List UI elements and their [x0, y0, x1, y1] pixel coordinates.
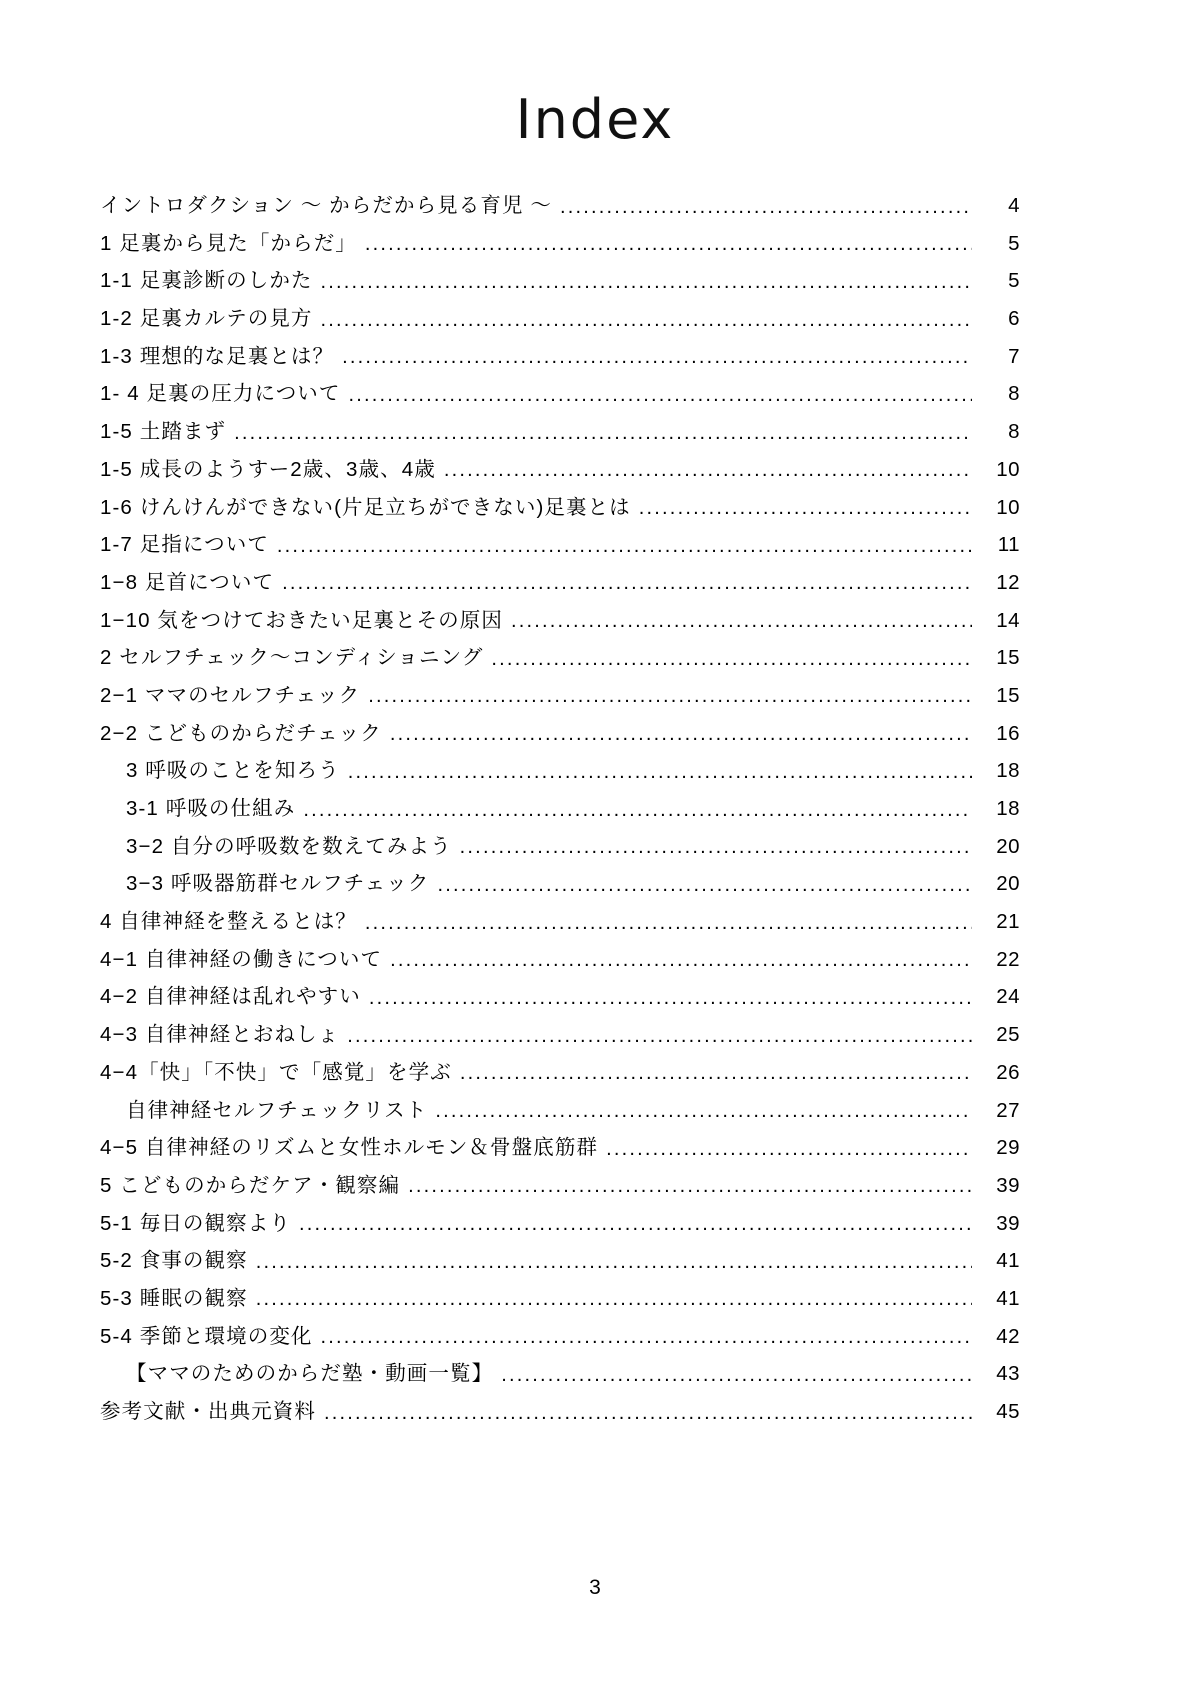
- toc-entry[interactable]: [100, 947, 1020, 971]
- toc-entry-label: 【ママのためのからだ塾・動画一覧】: [126, 1362, 494, 1386]
- toc-entry-page-number: 6: [1008, 307, 1020, 331]
- toc-entry-page-number: 20: [996, 872, 1020, 896]
- toc-entry[interactable]: [100, 1098, 1020, 1122]
- toc-leader-dots: [234, 422, 972, 443]
- toc-entry[interactable]: [100, 457, 1020, 481]
- toc-entry-label: 3 呼吸のことを知ろう: [126, 759, 340, 783]
- toc-entry[interactable]: [100, 912, 1020, 933]
- toc-leader-dots: [435, 1101, 972, 1122]
- toc-entry[interactable]: [100, 1173, 1020, 1197]
- toc-entry[interactable]: [100, 1138, 1020, 1159]
- toc-entry-label: 4−2 自律神経は乱れやすい: [100, 985, 361, 1009]
- toc-leader-dots: [501, 1364, 972, 1385]
- toc-leader-dots: [256, 1289, 972, 1310]
- toc-leader-dots: [303, 799, 972, 820]
- toc-entry[interactable]: [100, 1324, 1020, 1348]
- toc-entry-label: 4−3 自律神経とおねしょ: [100, 1023, 340, 1047]
- toc-entry-page-number: 14: [996, 608, 1020, 632]
- toc-entry-label: 4−5 自律神経のリズムと女性ホルモン＆骨盤底筋群: [100, 1136, 599, 1160]
- toc-entry-page-number: 42: [996, 1324, 1020, 1348]
- toc-leader-dots: [460, 1063, 972, 1084]
- toc-entry-page-number: 45: [996, 1400, 1020, 1423]
- toc-entry-label: 1-5 成長のようすー2歳、3歳、4歳: [100, 457, 436, 481]
- toc-leader-dots: [324, 1402, 972, 1423]
- toc-entry-label: 4−4「快」「不快」で「感覚」を学ぶ: [100, 1060, 452, 1084]
- toc-entry-label: 参考文献・出典元資料: [100, 1400, 316, 1423]
- toc-entry[interactable]: [100, 1402, 1020, 1423]
- toc-entry-page-number: 27: [996, 1098, 1020, 1122]
- toc-entry[interactable]: [100, 384, 1020, 405]
- toc-entry-label: 1-2 足裏カルテの見方: [100, 307, 313, 331]
- toc-entry-page-number: 29: [996, 1136, 1020, 1160]
- toc-entry[interactable]: [100, 1060, 1020, 1084]
- toc-entry-label: 1-6 けんけんができない(片足立ちができない)足裏とは: [100, 495, 631, 519]
- toc-entry-label: 1−8 足首について: [100, 570, 275, 594]
- toc-entry-label: 2 セルフチェック〜コンディショニング: [100, 646, 484, 670]
- toc-leader-dots: [277, 535, 972, 556]
- toc-leader-dots: [299, 1214, 972, 1235]
- toc-leader-dots: [321, 309, 972, 330]
- toc-entry[interactable]: [100, 309, 1020, 330]
- toc-entry-label: 3−3 呼吸器筋群セルフチェック: [126, 872, 430, 896]
- toc-leader-dots: [560, 196, 972, 217]
- toc-entry-page-number: 10: [996, 495, 1020, 519]
- toc-entry-label: 3−2 自分の呼吸数を数えてみよう: [126, 834, 452, 858]
- toc-entry-label: 1-3 理想的な足裏とは？: [100, 344, 335, 368]
- toc-leader-dots: [460, 837, 972, 858]
- toc-entry-page-number: 39: [996, 1173, 1020, 1197]
- toc-leader-dots: [365, 234, 972, 255]
- toc-entry[interactable]: [100, 231, 1020, 255]
- toc-entry-page-number: 10: [996, 457, 1020, 481]
- toc-entry-page-number: 4: [1008, 194, 1020, 217]
- toc-leader-dots: [511, 611, 972, 632]
- toc-entry-label: 5-2 食事の観察: [100, 1249, 248, 1273]
- toc-leader-dots: [365, 912, 972, 933]
- toc-entry[interactable]: [100, 648, 1020, 669]
- toc-entry[interactable]: [100, 1286, 1020, 1310]
- toc-leader-dots: [491, 648, 972, 669]
- toc-entry-page-number: 43: [996, 1362, 1020, 1386]
- toc-entry[interactable]: [100, 535, 1020, 556]
- toc-entry-label: 5-4 季節と環境の変化: [100, 1324, 313, 1348]
- toc-entry-label: 1-7 足指について: [100, 533, 269, 557]
- toc-entry-label: 2−2 こどものからだチェック: [100, 721, 382, 745]
- toc-entry-page-number: 8: [1008, 420, 1020, 444]
- toc-entry-page-number: 22: [996, 947, 1020, 971]
- toc-entry[interactable]: [100, 570, 1020, 594]
- toc-entry-page-number: 11: [997, 533, 1020, 557]
- toc-entry-page-number: 39: [996, 1211, 1020, 1235]
- toc-entry-page-number: 41: [996, 1249, 1020, 1273]
- toc-entry[interactable]: [100, 422, 1020, 443]
- toc-leader-dots: [437, 874, 972, 895]
- toc-leader-dots: [390, 950, 972, 971]
- toc-entry[interactable]: [100, 799, 1020, 820]
- toc-entry-page-number: 8: [1008, 382, 1020, 406]
- toc-entry[interactable]: [100, 344, 1020, 368]
- toc-leader-dots: [349, 384, 972, 405]
- toc-entry-label: 1-1 足裏診断のしかた: [100, 269, 313, 293]
- page-title: Index: [515, 88, 675, 151]
- toc-entry-page-number: 18: [996, 759, 1020, 783]
- toc-entry[interactable]: [100, 761, 1020, 782]
- toc-leader-dots: [282, 573, 972, 594]
- toc-entry-label: 5-3 睡眠の観察: [100, 1286, 248, 1310]
- toc-entry-label: 1−10 気をつけておきたい足裏とその原因: [100, 608, 503, 632]
- toc-entry[interactable]: [100, 608, 1020, 632]
- toc-entry-label: 自律神経セルフチェックリスト: [126, 1098, 428, 1122]
- page-number: 3: [589, 1576, 601, 1599]
- toc-entry[interactable]: [100, 271, 1020, 292]
- toc-leader-dots: [347, 1025, 972, 1046]
- toc-entry-page-number: 5: [1008, 231, 1020, 255]
- toc-leader-dots: [606, 1138, 972, 1159]
- toc-entry-page-number: 24: [996, 985, 1020, 1009]
- toc-entry[interactable]: [100, 1211, 1020, 1235]
- toc-entry-page-number: 41: [996, 1286, 1020, 1310]
- toc-entry-label: 1- 4 足裏の圧力について: [100, 382, 341, 406]
- toc-entry[interactable]: [100, 874, 1020, 895]
- toc-leader-dots: [444, 460, 972, 481]
- toc-leader-dots: [348, 761, 972, 782]
- toc-entry-page-number: 5: [1008, 269, 1020, 293]
- toc-leader-dots: [368, 686, 972, 707]
- toc-leader-dots: [408, 1176, 972, 1197]
- toc-entry[interactable]: [100, 987, 1020, 1008]
- toc-leader-dots: [256, 1251, 972, 1272]
- toc-entry-page-number: 20: [996, 834, 1020, 858]
- toc-entry-page-number: 21: [996, 910, 1020, 934]
- toc-entry-label: 3-1 呼吸の仕組み: [126, 797, 296, 820]
- toc-entry[interactable]: [100, 683, 1020, 707]
- toc-entry-page-number: 18: [996, 797, 1020, 820]
- toc-entry-page-number: 15: [996, 683, 1020, 707]
- toc-entry-page-number: 16: [996, 721, 1020, 745]
- toc-entry-page-number: 12: [996, 570, 1020, 594]
- toc-entry[interactable]: [100, 721, 1020, 745]
- toc-entry-label: 1-5 土踏まず: [100, 420, 227, 444]
- toc-entry-page-number: 26: [996, 1060, 1020, 1084]
- toc-leader-dots: [342, 347, 972, 368]
- toc-entry[interactable]: [100, 196, 1020, 217]
- toc-entry-label: 5 こどものからだケア・観察編: [100, 1173, 401, 1197]
- toc-entry[interactable]: [100, 1025, 1020, 1046]
- toc-entry-label: 4 自律神経を整えるとは？: [100, 910, 357, 934]
- table-of-contents: [100, 196, 1020, 1440]
- toc-entry-label: 5-1 毎日の観察より: [100, 1211, 291, 1235]
- toc-entry[interactable]: [100, 1364, 1020, 1385]
- toc-entry[interactable]: [100, 495, 1020, 519]
- toc-leader-dots: [390, 724, 972, 745]
- toc-entry-label: 4−1 自律神経の働きについて: [100, 947, 383, 971]
- toc-leader-dots: [321, 271, 972, 292]
- toc-leader-dots: [639, 498, 972, 519]
- toc-leader-dots: [321, 1327, 972, 1348]
- toc-entry-label: イントロダクション 〜 からだから見る育児 〜: [100, 194, 552, 217]
- toc-entry-label: 1 足裏から見た「からだ」: [100, 231, 357, 255]
- toc-entry-label: 2−1 ママのセルフチェック: [100, 683, 361, 707]
- toc-entry[interactable]: [100, 834, 1020, 858]
- toc-entry-page-number: 15: [996, 646, 1020, 670]
- toc-entry-page-number: 7: [1008, 344, 1020, 368]
- toc-leader-dots: [369, 987, 972, 1008]
- toc-entry[interactable]: [100, 1251, 1020, 1272]
- toc-entry-page-number: 25: [996, 1023, 1020, 1047]
